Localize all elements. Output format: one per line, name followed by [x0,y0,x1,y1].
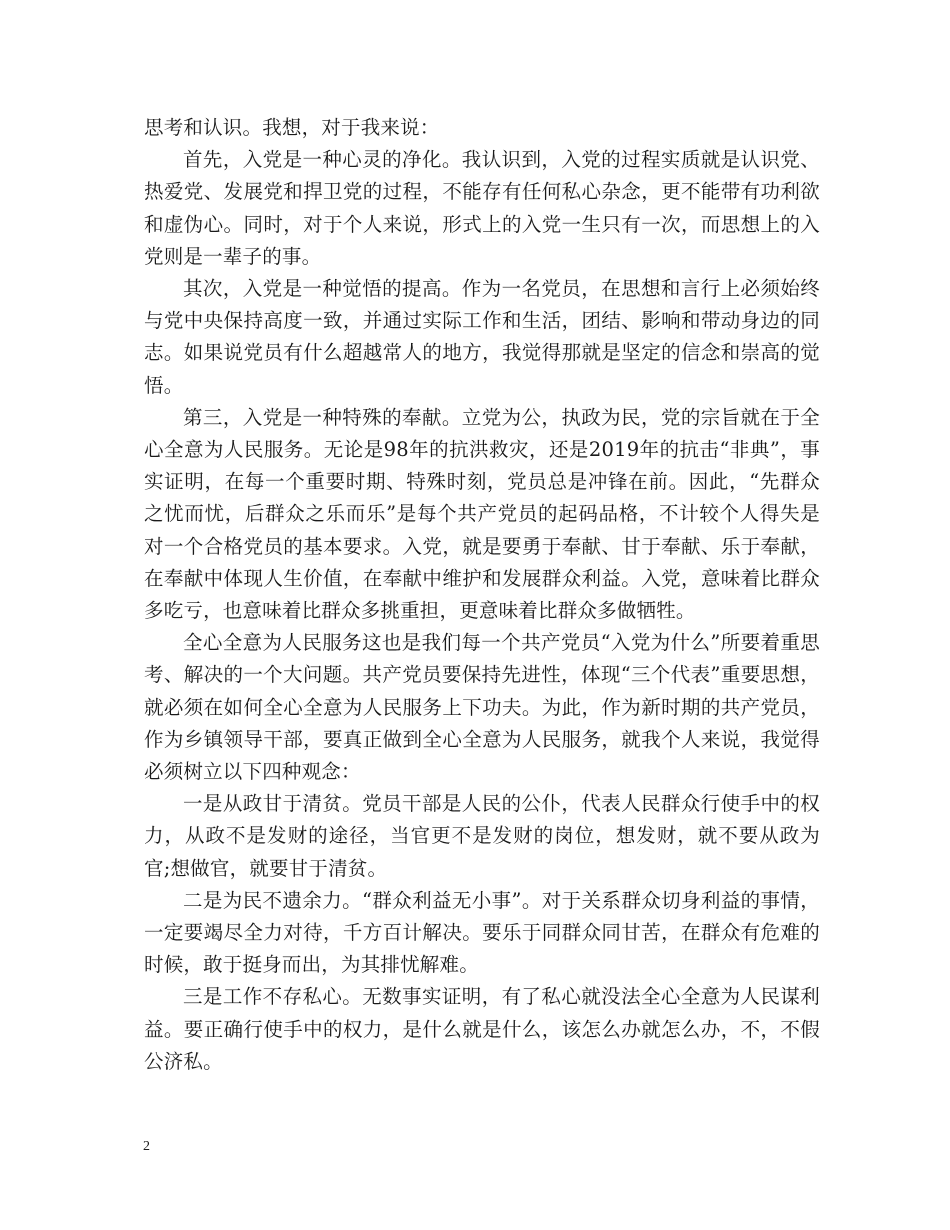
paragraph-third: 第三，入党是一种特殊的奉献。立党为公，执政为民，党的宗旨就在于全心全意为人民服务。无论是98年的抗洪救灾，还是2019年的抗击“非典”，事实证明，在每一个重要时期、特殊时刻，党员总是冲锋在前。因此，“先群众之忧而忧，后群众之乐而乐”是每个共产党员的起码品格，不计较个人得失是对一个合格党员的基本要求。入党，就是要勇于奉献、甘于奉献、乐于奉献，在奉献中体现人生价值，在奉献中维护和发展群众利益。入党，意味着比群众多吃亏，也意味着比群众多挑重担，更意味着比群众多做牺牲。 [144,405,820,623]
paragraph-second: 其次，入党是一种觉悟的提高。作为一名党员，在思想和言行上必须始终与党中央保持高度一致，并通过实际工作和生活，团结、影响和带动身边的同志。如果说党员有什么超越常人的地方，我觉得那就是坚定的信念和崇高的觉悟。 [144,277,820,397]
page-number: 2 [143,1139,150,1154]
paragraph-continuation: 思考和认识。我想，对于我来说： [144,116,440,139]
paragraph-serve-people: 全心全意为人民服务这也是我们每一个共产党员“入党为什么”所要着重思考、解决的一个大问题。共产党员要保持先进性，体现“三个代表”重要思想，就必须在如何全心全意为人民服务上下功夫。为此，作为新时期的共产党员，作为乡镇领导干部，要真正做到全心全意为人民服务，就我个人来说，我觉得必须树立以下四种观念： [144,631,820,784]
paragraph-first: 首先，入党是一种心灵的净化。我认识到，入党的过程实质就是认识党、热爱党、发展党和捍卫党的过程，不能存有任何私心杂念，更不能带有功利欲和虚伪心。同时，对于个人来说，形式上的入党一生只有一次，而思想上的入党则是一辈子的事。 [144,148,820,268]
paragraph-concept-two: 二是为民不遗余力。“群众利益无小事”。对于关系群众切身利益的事情，一定要竭尽全力对待，千方百计解决。要乐于同群众同甘苦，在群众有危难的时候，敢于挺身而出，为其排忧解难。 [144,888,820,977]
body-text [144,112,820,1078]
paragraph-concept-three: 三是工作不存私心。无数事实证明，有了私心就没法全心全意为人民谋利益。要正确行使手中的权力，是什么就是什么，该怎么办就怎么办，不，不假公济私。 [144,985,820,1073]
paragraph-concept-one: 一是从政甘于清贫。党员干部是人民的公仆，代表人民群众行使手中的权力，从政不是发财的途径，当官更不是发财的岗位，想发财，就不要从政为官;想做官，就要甘于清贫。 [144,792,820,880]
